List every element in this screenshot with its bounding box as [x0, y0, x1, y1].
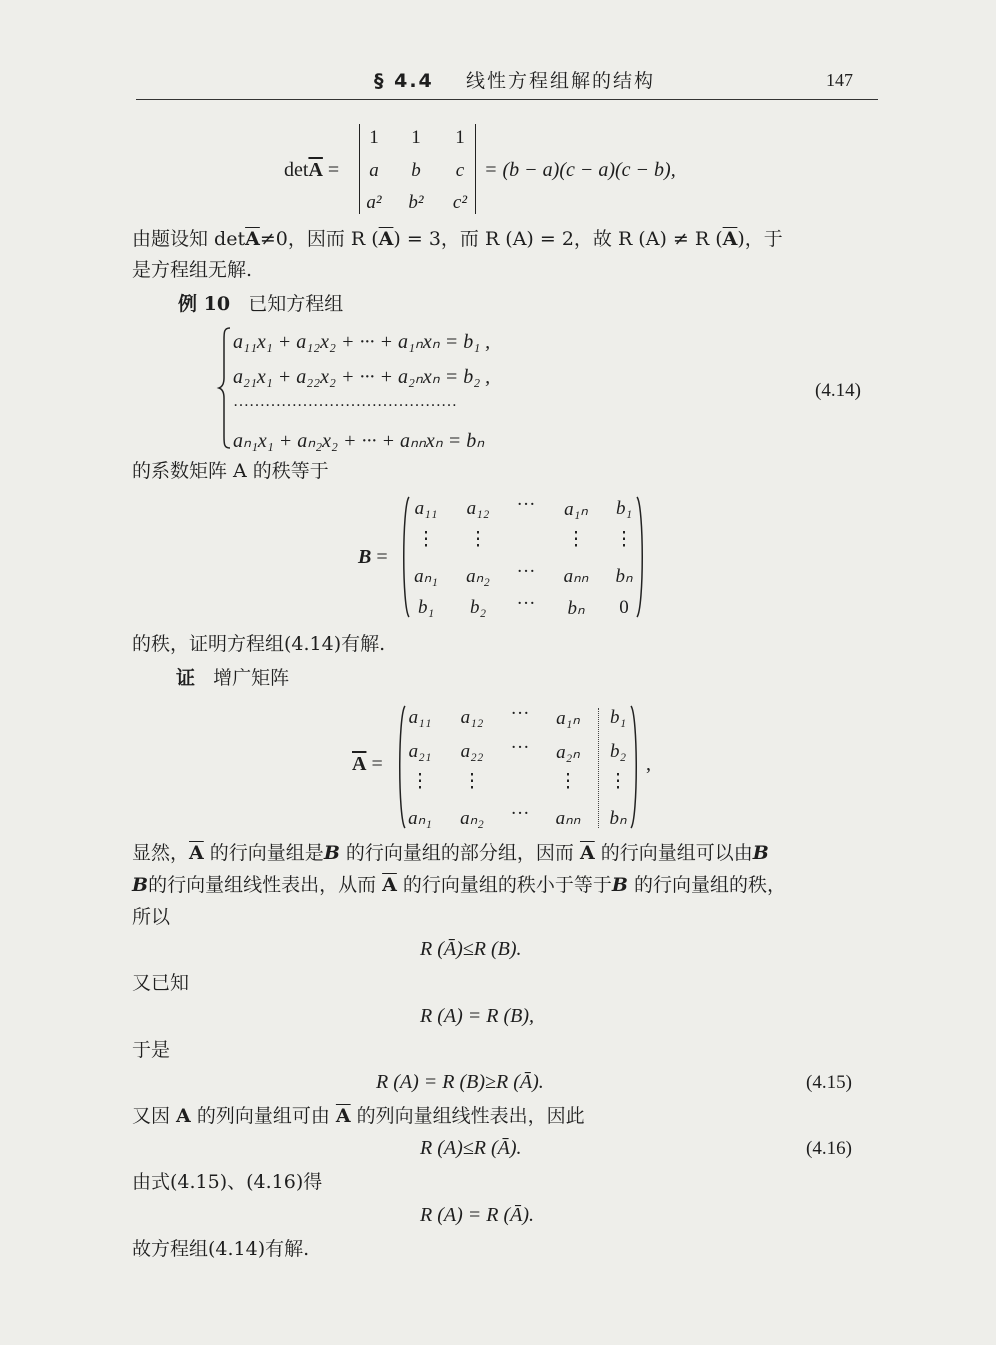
matrix-abar-comma: ,	[646, 753, 651, 775]
section-title: 线性方程组解的结构	[465, 70, 655, 92]
text-known: 又已知	[132, 972, 190, 994]
matrix-abar-cell: b₁	[609, 707, 627, 728]
matrix-b-cell: b₁	[615, 498, 633, 519]
paragraph-1-line-2: 是方程组无解.	[132, 259, 253, 281]
text-from: 由式(4.15)、(4.16)得	[132, 1171, 323, 1193]
det-cell: a²	[366, 192, 382, 213]
matrix-b-cell: b₂	[469, 597, 487, 618]
equation-label-4-16: (4.16)	[806, 1138, 852, 1159]
system-eq-n: aₙ₁x₁ + aₙ₂x₂ + ··· + aₙₙxₙ = bₙ	[233, 430, 485, 452]
matrix-b-cell: ⋮	[566, 529, 586, 550]
proof-heading	[176, 666, 289, 692]
paragraph-4-line-2: B的行向量组线性表出，从而 $\overline{A}$ 的行向量组的秩小于等于B 的行向量组的秩，	[132, 874, 787, 896]
matrix-b-cell: aₙ₁	[414, 566, 438, 587]
equation-rank-ineq: R (Ā)≤R (B).	[420, 938, 522, 960]
paragraph-4-line-1: 显然，$\overline{A}$ 的行向量组是B 的行向量组的部分组，因而 $\overline{A}$ 的行向量组可以由B	[132, 842, 769, 864]
matrix-b-cell: aₙₙ	[563, 566, 589, 587]
matrix-abar-lhs: $\overline{A}$ =	[352, 753, 383, 775]
equation-4-15: R (A) = R (B)≥R (Ā).	[376, 1071, 544, 1093]
matrix-abar-cell: aₙ₁	[408, 808, 432, 829]
det-lhs: $\det\overline{A}$ =	[284, 159, 340, 181]
matrix-abar-cell: a₂ₙ	[556, 742, 580, 763]
matrix-abar-cell: bₙ	[609, 808, 627, 829]
running-header	[374, 66, 655, 93]
matrix-b-cell: ⋮	[416, 529, 436, 550]
matrix-b-cell: aₙ₂	[466, 566, 490, 587]
conclusion: 故方程组(4.14)有解.	[132, 1238, 310, 1260]
matrix-abar-cell: ···	[510, 803, 530, 824]
matrix-abar-cell: a₁₂	[460, 707, 484, 728]
system-eq-1: a₁₁x₁ + a₁₂x₂ + ··· + a₁ₙxₙ = b₁ ,	[233, 331, 491, 353]
matrix-abar-cell: a₁₁	[408, 707, 432, 728]
matrix-abar-cell: ⋮	[558, 771, 578, 792]
matrix-abar-cell: aₙ₂	[460, 808, 484, 829]
matrix-abar-cell: aₙₙ	[555, 808, 581, 829]
paragraph-1-line-1: 由题设知 $\det\overline{A}\ne 0$，因而 R $(\overline{A}) = 3$，而 R (A) = 2，故 R (A) ≠ R $(\overline{A})$，于	[132, 228, 783, 250]
example-label: 例 10	[178, 293, 231, 315]
matrix-abar-cell: ···	[510, 703, 530, 724]
equation-label-4-14: (4.14)	[815, 380, 861, 401]
matrix-abar-cell: a₂₂	[460, 741, 484, 762]
matrix-b-cell: ⋮	[468, 529, 488, 550]
matrix-b-lhs: B =	[358, 546, 388, 568]
det-cell: 1	[455, 127, 465, 148]
equation-label-4-15: (4.15)	[806, 1072, 852, 1093]
matrix-b-cell: ⋮	[614, 529, 634, 550]
matrix-abar-cell: a₁ₙ	[556, 708, 580, 729]
text-thus: 于是	[132, 1039, 171, 1061]
matrix-b-cell: a₁₁	[414, 498, 438, 519]
system-brace	[218, 326, 232, 450]
header-rule	[136, 99, 878, 100]
matrix-b-cell: 0	[619, 597, 629, 618]
det-cell: a	[369, 160, 379, 181]
matrix-b-cell: bₙ	[615, 566, 633, 587]
det-cell: 1	[411, 127, 421, 148]
matrix-b-cell: ···	[516, 494, 536, 515]
equation-rank-eq: R (A) = R (B),	[420, 1005, 535, 1027]
system-eq-2: a₂₁x₁ + a₂₂x₂ + ··· + a₂ₙxₙ = b₂ ,	[233, 366, 491, 388]
equation-4-16: R (A)≤R (Ā).	[420, 1137, 522, 1159]
paragraph-3: 的秩，证明方程组(4.14)有解.	[132, 633, 386, 655]
matrix-abar-cell: b₂	[609, 741, 627, 762]
section-number: § 4.4	[374, 70, 434, 92]
proof-text: 增广矩阵	[213, 667, 290, 689]
paragraph-5: 又因 A 的列向量组可由 $\overline{A}$ 的列向量组线性表出，因此	[132, 1105, 585, 1127]
paragraph-2: 的系数矩阵 A 的秩等于	[132, 460, 329, 482]
det-cell: c²	[452, 192, 468, 213]
matrix-abar-cell: ···	[510, 737, 530, 758]
example-text: 已知方程组	[248, 293, 344, 315]
det-cell: 1	[369, 127, 379, 148]
det-cell: c	[455, 160, 465, 181]
matrix-b-cell: a₁₂	[466, 498, 490, 519]
det-rhs: = (b − a)(c − a)(c − b),	[484, 159, 676, 181]
matrix-b-cell: a₁ₙ	[564, 499, 588, 520]
matrix-b-cell: ···	[516, 593, 536, 614]
equation-final: R (A) = R (Ā).	[420, 1204, 535, 1226]
det-cell: b	[411, 160, 421, 181]
example-heading	[178, 292, 343, 318]
det-cell: b²	[408, 192, 424, 213]
matrix-b-cell: bₙ	[567, 598, 585, 619]
paragraph-4-line-3: 所以	[132, 906, 171, 928]
proof-label: 证	[176, 667, 196, 689]
matrix-b-cell: b₁	[417, 597, 435, 618]
matrix-b-cell: ···	[516, 561, 536, 582]
matrix-abar-cell: a₂₁	[408, 741, 432, 762]
matrix-abar-cell: ⋮	[410, 771, 430, 792]
matrix-abar-cell: ⋮	[608, 771, 628, 792]
matrix-abar-cell: ⋮	[462, 771, 482, 792]
page-number: 147	[826, 70, 853, 90]
system-ellipsis: ……………………………………	[233, 393, 457, 410]
